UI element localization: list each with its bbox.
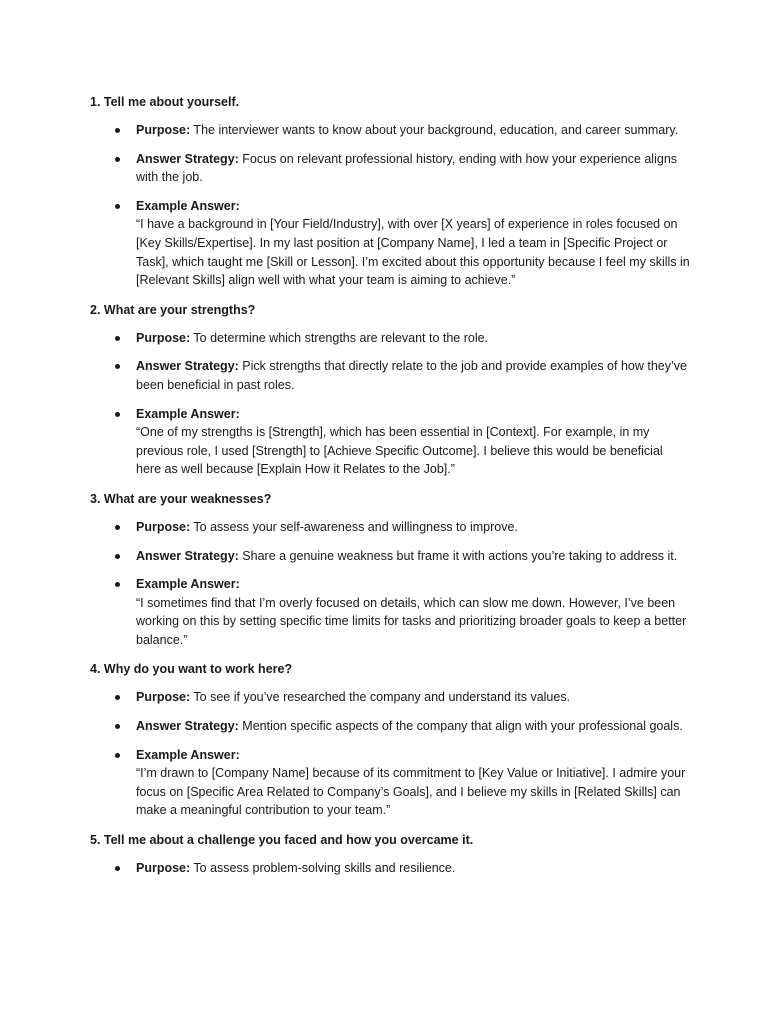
purpose-label: Purpose: xyxy=(136,519,191,534)
purpose-text: To assess your self-awareness and willingness to improve. xyxy=(190,519,518,534)
purpose-text: To assess problem-solving skills and resilience. xyxy=(190,861,456,876)
example-label: Example Answer: xyxy=(136,198,240,213)
strategy-label: Answer Strategy: xyxy=(136,151,239,166)
purpose-item xyxy=(90,859,690,878)
example-label: Example Answer: xyxy=(136,747,240,762)
purpose-item xyxy=(90,518,690,537)
bullet-icon xyxy=(115,336,120,341)
purpose-label: Purpose: xyxy=(136,330,191,345)
strategy-label: Answer Strategy: xyxy=(136,548,239,563)
purpose-item xyxy=(90,688,690,707)
example-label: Example Answer: xyxy=(136,406,240,421)
purpose-label: Purpose: xyxy=(136,861,191,876)
strategy-label: Answer Strategy: xyxy=(136,359,239,374)
strategy-item xyxy=(90,547,690,566)
bullet-icon xyxy=(115,753,120,758)
question-details xyxy=(90,859,690,878)
purpose-item xyxy=(90,329,690,348)
bullet-icon xyxy=(115,525,120,530)
question-heading: 3. What are your weaknesses? xyxy=(90,491,272,506)
question-heading: 5. Tell me about a challenge you faced and how you overcame it. xyxy=(90,833,474,848)
example-text: “I’m drawn to [Company Name] because of its commitment to [Key Value or Initiative]. I admire your focus on [Specific Area Related to Company’s Goals], and I believe my skills in [Related Skills] can make a meaningful contribution to your team.” xyxy=(136,766,686,818)
bullet-icon xyxy=(115,554,120,559)
question-details xyxy=(90,518,690,650)
example-text: “I have a background in [Your Field/Industry], with over [X years] of experience in roles focused on [Key Skills/Expertise]. In my last position at [Company Name], I led a team in [Specific Project or Task], which taught me [Skill or Lesson]. I’m excited about this opportunity because I feel my skills in [Relevant Skills] align well with what your team is aiming to achieve.” xyxy=(136,217,690,288)
bullet-icon xyxy=(115,412,120,417)
purpose-label: Purpose: xyxy=(136,690,191,705)
strategy-item xyxy=(90,717,690,736)
purpose-text: The interviewer wants to know about your background, education, and career summary. xyxy=(190,123,679,137)
example-item xyxy=(90,746,690,820)
purpose-text: To determine which strengths are relevant to the role. xyxy=(190,330,489,345)
purpose-text: To see if you’ve researched the company and understand its values. xyxy=(190,690,571,705)
bullet-icon xyxy=(115,157,120,162)
question-details xyxy=(90,121,690,290)
example-label: Example Answer: xyxy=(136,577,240,592)
example-text: “I sometimes find that I’m overly focused on details, which can slow me down. However, I’ve been working on this by setting specific time limits for tasks and prioritizing broader goals to keep a better balance.” xyxy=(136,595,687,647)
bullet-icon xyxy=(115,866,120,871)
strategy-label: Answer Strategy: xyxy=(136,719,239,734)
document-body xyxy=(90,93,690,889)
bullet-icon xyxy=(115,695,120,700)
strategy-text: Pick strengths that directly relate to the job and provide examples of how they’ve been beneficial in past roles. xyxy=(136,359,687,392)
example-text: “One of my strengths is [Strength], which has been essential in [Context]. For example, in my previous role, I used [Strength] to [Achieve Specific Outcome]. I believe this would be beneficial here as well because [Explain How it Relates to the Job].” xyxy=(136,425,663,477)
example-item xyxy=(90,405,690,479)
strategy-item xyxy=(90,150,690,187)
strategy-text: Focus on relevant professional history, ending with how your experience aligns with the job. xyxy=(136,151,678,185)
purpose-label: Purpose: xyxy=(136,123,191,137)
question-heading: 2. What are your strengths? xyxy=(90,302,256,317)
example-item xyxy=(90,575,690,649)
bullet-icon xyxy=(115,204,120,209)
question-heading: 1. Tell me about yourself. xyxy=(90,95,240,109)
question-heading: 4. Why do you want to work here? xyxy=(90,662,293,677)
strategy-text: Mention specific aspects of the company that align with your professional goals. xyxy=(238,719,683,734)
bullet-icon xyxy=(115,128,120,133)
bullet-icon xyxy=(115,582,120,587)
bullet-icon xyxy=(115,724,120,729)
strategy-item xyxy=(90,357,690,394)
strategy-text: Share a genuine weakness but frame it with actions you’re taking to address it. xyxy=(238,548,678,563)
question-details xyxy=(90,688,690,820)
example-item xyxy=(90,197,690,290)
purpose-item xyxy=(90,121,690,140)
bullet-icon xyxy=(115,364,120,369)
question-details xyxy=(90,329,690,479)
